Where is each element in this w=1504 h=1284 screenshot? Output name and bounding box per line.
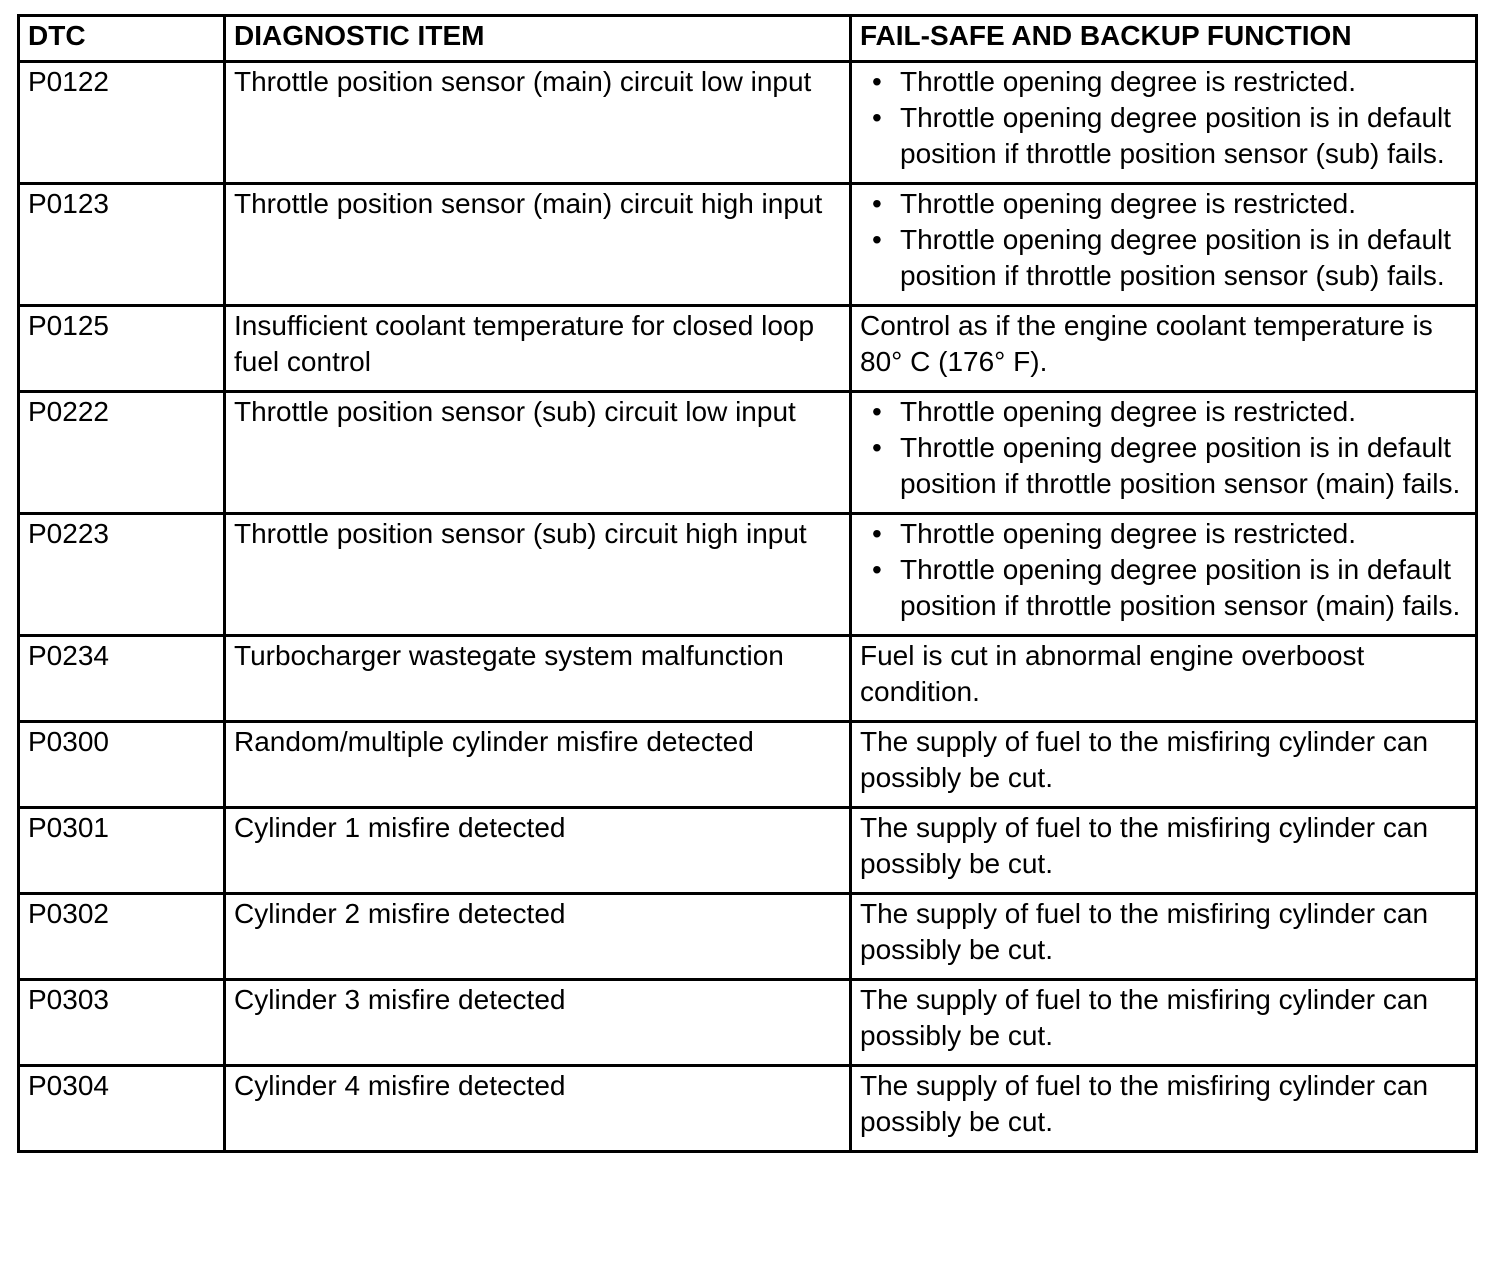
fail-safe-bullet-text: Throttle opening degree position is in default position if throttle position sensor (sub) fails. bbox=[900, 224, 1452, 291]
fail-safe-function bbox=[851, 184, 1477, 306]
bullet-icon: • bbox=[872, 518, 882, 549]
fail-safe-bullet-text: Throttle opening degree is restricted. bbox=[900, 518, 1357, 549]
fail-safe-bullet-list bbox=[860, 516, 1468, 624]
header-diagnostic-item: DIAGNOSTIC ITEM bbox=[225, 16, 851, 62]
header-dtc: DTC bbox=[19, 16, 225, 62]
bullet-icon: • bbox=[872, 224, 882, 255]
dtc-code: P0125 bbox=[19, 306, 225, 392]
diagnostic-item: Random/multiple cylinder misfire detected bbox=[225, 722, 851, 808]
fail-safe-function bbox=[851, 514, 1477, 636]
table-row bbox=[19, 722, 1477, 808]
table-row bbox=[19, 392, 1477, 514]
fail-safe-bullet-text: Throttle opening degree position is in default position if throttle position sensor (sub) fails. bbox=[900, 102, 1452, 169]
fail-safe-bullet-list bbox=[860, 64, 1468, 172]
fail-safe-bullet bbox=[860, 64, 1468, 100]
bullet-icon: • bbox=[872, 66, 882, 97]
dtc-code: P0303 bbox=[19, 980, 225, 1066]
fail-safe-bullet-text: Throttle opening degree is restricted. bbox=[900, 396, 1357, 427]
fail-safe-bullet bbox=[860, 552, 1468, 624]
bullet-icon: • bbox=[872, 102, 882, 133]
fail-safe-function: Fuel is cut in abnormal engine overboost condition. bbox=[851, 636, 1477, 722]
dtc-code: P0222 bbox=[19, 392, 225, 514]
table-row bbox=[19, 184, 1477, 306]
dtc-code: P0300 bbox=[19, 722, 225, 808]
diagnostic-item: Throttle position sensor (main) circuit high input bbox=[225, 184, 851, 306]
diagnostic-item: Cylinder 2 misfire detected bbox=[225, 894, 851, 980]
fail-safe-function: The supply of fuel to the misfiring cylinder can possibly be cut. bbox=[851, 1066, 1477, 1152]
header-row bbox=[19, 16, 1477, 62]
fail-safe-function bbox=[851, 392, 1477, 514]
table-row bbox=[19, 62, 1477, 184]
fail-safe-function: The supply of fuel to the misfiring cylinder can possibly be cut. bbox=[851, 808, 1477, 894]
dtc-code: P0304 bbox=[19, 1066, 225, 1152]
dtc-code: P0302 bbox=[19, 894, 225, 980]
table-row bbox=[19, 980, 1477, 1066]
dtc-code: P0234 bbox=[19, 636, 225, 722]
table-row bbox=[19, 808, 1477, 894]
table-row bbox=[19, 894, 1477, 980]
fail-safe-function: The supply of fuel to the misfiring cylinder can possibly be cut. bbox=[851, 722, 1477, 808]
fail-safe-function: Control as if the engine coolant temperature is 80° C (176° F). bbox=[851, 306, 1477, 392]
fail-safe-function: The supply of fuel to the misfiring cylinder can possibly be cut. bbox=[851, 894, 1477, 980]
fail-safe-bullet bbox=[860, 186, 1468, 222]
fail-safe-function bbox=[851, 62, 1477, 184]
fail-safe-bullet bbox=[860, 394, 1468, 430]
diagnostic-item: Cylinder 3 misfire detected bbox=[225, 980, 851, 1066]
bullet-icon: • bbox=[872, 188, 882, 219]
table-row bbox=[19, 306, 1477, 392]
fail-safe-bullet bbox=[860, 430, 1468, 502]
fail-safe-bullet-text: Throttle opening degree is restricted. bbox=[900, 188, 1357, 219]
bullet-icon: • bbox=[872, 432, 882, 463]
fail-safe-bullet-list bbox=[860, 394, 1468, 502]
table-row bbox=[19, 636, 1477, 722]
diagnostic-item: Turbocharger wastegate system malfunction bbox=[225, 636, 851, 722]
dtc-code: P0122 bbox=[19, 62, 225, 184]
fail-safe-bullet bbox=[860, 516, 1468, 552]
fail-safe-bullet-text: Throttle opening degree is restricted. bbox=[900, 66, 1357, 97]
fail-safe-bullet-text: Throttle opening degree position is in default position if throttle position sensor (main) fails. bbox=[900, 554, 1461, 621]
diagnostic-item: Throttle position sensor (sub) circuit high input bbox=[225, 514, 851, 636]
dtc-table bbox=[17, 14, 1478, 1153]
fail-safe-bullet-text: Throttle opening degree position is in default position if throttle position sensor (main) fails. bbox=[900, 432, 1461, 499]
table-row bbox=[19, 1066, 1477, 1152]
table-row bbox=[19, 514, 1477, 636]
dtc-code: P0123 bbox=[19, 184, 225, 306]
bullet-icon: • bbox=[872, 396, 882, 427]
diagnostic-item: Throttle position sensor (sub) circuit low input bbox=[225, 392, 851, 514]
fail-safe-function: The supply of fuel to the misfiring cylinder can possibly be cut. bbox=[851, 980, 1477, 1066]
diagnostic-item: Throttle position sensor (main) circuit low input bbox=[225, 62, 851, 184]
diagnostic-item: Insufficient coolant temperature for closed loop fuel control bbox=[225, 306, 851, 392]
fail-safe-bullet-list bbox=[860, 186, 1468, 294]
dtc-code: P0301 bbox=[19, 808, 225, 894]
table-body bbox=[19, 62, 1477, 1152]
fail-safe-bullet bbox=[860, 100, 1468, 172]
header-fail-safe: FAIL-SAFE AND BACKUP FUNCTION bbox=[851, 16, 1477, 62]
bullet-icon: • bbox=[872, 554, 882, 585]
diagnostic-item: Cylinder 4 misfire detected bbox=[225, 1066, 851, 1152]
dtc-code: P0223 bbox=[19, 514, 225, 636]
diagnostic-item: Cylinder 1 misfire detected bbox=[225, 808, 851, 894]
fail-safe-bullet bbox=[860, 222, 1468, 294]
